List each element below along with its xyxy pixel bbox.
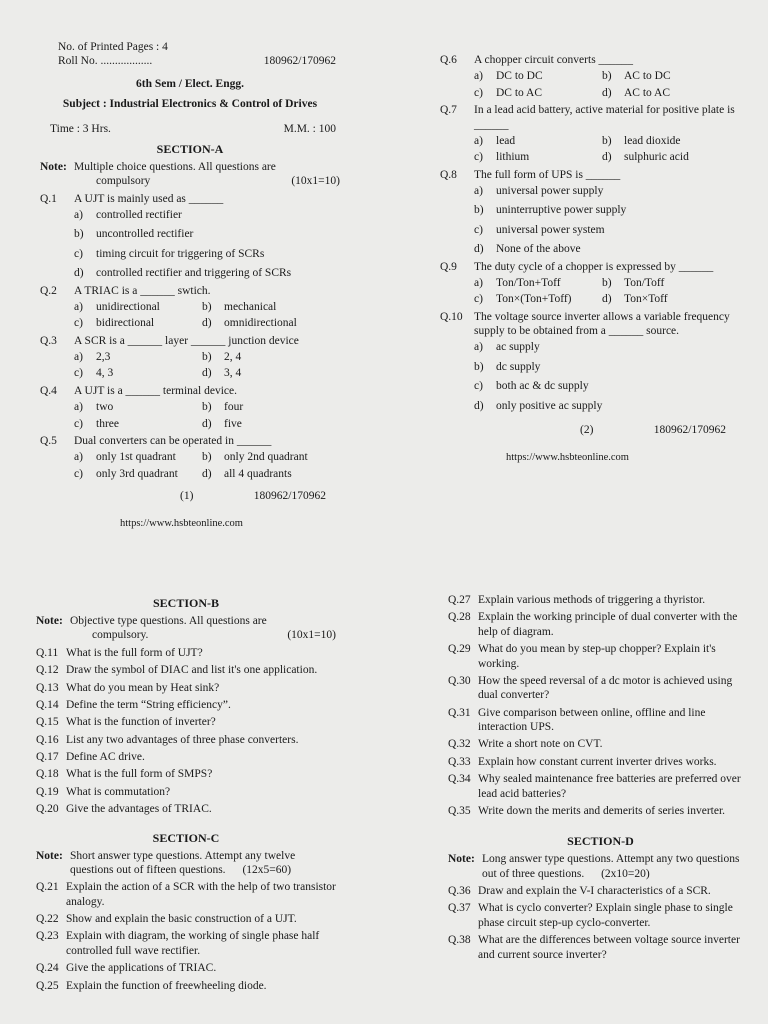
option: [74, 316, 202, 330]
option-text: bidirectional: [96, 317, 155, 330]
time: Time : 3 Hrs.: [50, 122, 111, 135]
question-number: Q.1: [40, 192, 57, 205]
option-letter: a): [74, 451, 83, 464]
option-text: mechanical: [224, 300, 277, 313]
section-d-questions: [448, 884, 753, 962]
paper-code-footer: 180962/170962: [653, 423, 726, 436]
option: [202, 350, 340, 364]
section-d-title: SECTION-D: [567, 834, 634, 849]
question: [440, 260, 740, 274]
option: [474, 134, 602, 148]
option: [202, 467, 340, 481]
question: [448, 804, 753, 818]
question-number: Q.24: [36, 962, 59, 975]
option: [474, 292, 602, 306]
section-c-questions-cont: [448, 593, 753, 818]
option-text: Ton/Ton+Toff: [496, 276, 561, 289]
question: [36, 681, 336, 695]
section-a-title: SECTION-A: [156, 141, 224, 156]
option-text: unidirectional: [96, 300, 160, 313]
option-text: only 3rd quadrant: [96, 467, 178, 480]
question: [440, 310, 740, 339]
option-text: 4, 3: [96, 367, 114, 380]
option-letter: c): [74, 317, 83, 330]
question: [36, 961, 336, 975]
section-c-questions: [36, 880, 336, 993]
option-letter: d): [602, 86, 612, 99]
question-number: Q.37: [448, 902, 471, 915]
option-letter: d): [474, 399, 484, 412]
question-text: Why sealed maintenance free batteries are preferred over lead acid batteries?: [478, 773, 741, 800]
question-number: Q.36: [448, 885, 471, 897]
question-number: Q.30: [448, 674, 471, 687]
question-text: In a lead acid battery, active material for positive plate is ______: [474, 104, 735, 131]
question-number: Q.19: [36, 785, 59, 798]
question: [440, 53, 740, 67]
page-number: (1): [180, 490, 194, 502]
question-number: Q.7: [440, 104, 457, 117]
option-letter: d): [474, 243, 484, 256]
option-letter: a): [74, 209, 83, 221]
question-text: Define AC drive.: [66, 751, 145, 763]
question: [448, 610, 753, 639]
section-a-questions: [40, 192, 340, 481]
question-text: Draw the symbol of DIAC and list it's one application.: [66, 664, 318, 677]
option-letter: c): [74, 467, 83, 480]
option-letter: c): [474, 380, 483, 393]
option: [74, 450, 202, 464]
question-text: What is commutation?: [66, 785, 171, 798]
question-number: Q.12: [36, 664, 59, 677]
option-text: only 1st quadrant: [96, 451, 176, 464]
note-a: Note: Multiple choice questions. All questions are compulsory (10x1=10): [40, 160, 340, 188]
option-letter: c): [474, 223, 483, 236]
paper-code-footer: 180962/170962: [253, 490, 326, 502]
option-letter: c): [74, 247, 83, 260]
option-text: DC to DC: [496, 70, 543, 83]
options: [474, 134, 740, 165]
question: [36, 715, 336, 729]
note-d: Note: Long answer type questions. Attempt any two questions out of three questions. (2x10=20): [448, 853, 740, 880]
question-number: Q.21: [36, 881, 59, 894]
question-number: Q.29: [448, 643, 471, 656]
question-number: Q.38: [448, 934, 471, 947]
options: [74, 400, 340, 431]
exam-page-4: [448, 590, 753, 962]
option-text: only positive ac supply: [496, 399, 603, 412]
option-text: both ac & dc supply: [496, 380, 589, 393]
option-letter: b): [602, 276, 612, 289]
option-letter: a): [474, 70, 483, 83]
question-text: Explain with diagram, the working of single phase half controlled full wave rectifier.: [66, 930, 320, 957]
section-b-title: SECTION-B: [152, 596, 220, 610]
question-number: Q.13: [36, 681, 59, 694]
question-number: Q.3: [40, 334, 57, 347]
option: [602, 69, 740, 83]
option: [602, 292, 740, 306]
option: [602, 150, 740, 164]
option-text: Ton×Toff: [624, 293, 668, 306]
question-number: Q.6: [440, 54, 457, 66]
option-letter: c): [474, 293, 483, 306]
question-text: List any two advantages of three phase converters.: [66, 733, 299, 746]
question: [448, 901, 753, 930]
section-a-questions-cont: [440, 53, 740, 413]
question: [40, 284, 340, 298]
question-text: A UJT is mainly used as ______: [74, 192, 224, 205]
option-text: two: [96, 401, 114, 414]
printed-pages: No. of Printed Pages : 4: [58, 41, 168, 53]
question: [440, 103, 740, 132]
question-text: What do you mean by step-up chopper? Explain it's working.: [478, 643, 716, 670]
question: [448, 772, 753, 801]
option-text: 2,3: [96, 351, 111, 363]
question-number: Q.23: [36, 930, 59, 943]
question-text: Explain the working principle of dual converter with the help of diagram.: [478, 611, 738, 638]
question-number: Q.16: [36, 733, 59, 746]
option-letter: d): [202, 417, 212, 430]
options: [474, 184, 740, 257]
option-letter: c): [474, 86, 483, 99]
question-number: Q.25: [36, 979, 59, 992]
question: [36, 880, 336, 909]
option-letter: c): [74, 367, 83, 380]
question: [448, 755, 753, 769]
exam-page-2: [440, 50, 740, 464]
question: [448, 642, 753, 671]
question-number: Q.31: [448, 706, 471, 719]
option: [474, 69, 602, 83]
question-number: Q.28: [448, 611, 471, 624]
question-text: What is cyclo converter? Explain single phase to single phase circuit step-up cyclo-converter.: [478, 902, 733, 929]
option: [74, 208, 340, 222]
options: [74, 208, 340, 281]
option: [202, 400, 340, 414]
question-text: Write down the merits and demerits of series inverter.: [478, 804, 726, 817]
option: [74, 300, 202, 314]
option: [74, 400, 202, 414]
question-text: Dual converters can be operated in ______: [74, 434, 272, 447]
question-text: The voltage source inverter allows a variable frequency supply to be obtained from a ______ source.: [474, 310, 730, 337]
option-text: uninterruptive power supply: [496, 204, 627, 217]
option-text: AC to DC: [624, 70, 671, 83]
question-text: The duty cycle of a chopper is expressed by ______: [474, 260, 714, 273]
question: [40, 434, 340, 448]
question: [448, 593, 753, 607]
question: [448, 706, 753, 735]
option-text: universal power system: [496, 223, 605, 236]
question: [448, 884, 753, 898]
option-letter: d): [202, 317, 212, 330]
question: [36, 767, 336, 781]
option-letter: a): [74, 401, 83, 414]
option-letter: b): [202, 451, 212, 464]
semester: 6th Sem / Elect. Engg.: [136, 77, 244, 90]
question-text: Give the applications of TRIAC.: [66, 962, 217, 975]
option: [474, 223, 740, 237]
option-text: lead: [496, 134, 516, 147]
question: [40, 384, 340, 398]
question: [448, 737, 753, 751]
question-text: What do you mean by Heat sink?: [66, 681, 220, 694]
option-text: controlled rectifier and triggering of SCRs: [96, 267, 292, 280]
question-number: Q.4: [40, 384, 57, 397]
option-text: Ton×(Ton+Toff): [496, 293, 572, 306]
question-text: Give the advantages of TRIAC.: [66, 803, 212, 816]
question-text: The full form of UPS is ______: [474, 168, 621, 181]
question: [36, 802, 336, 816]
question-number: Q.22: [36, 913, 59, 925]
question: [36, 750, 336, 764]
option-text: universal power supply: [496, 185, 604, 197]
question: [40, 192, 340, 206]
question-number: Q.20: [36, 803, 59, 816]
question-text: A SCR is a ______ layer ______ junction device: [74, 334, 299, 347]
question: [36, 663, 336, 677]
option-letter: d): [202, 367, 212, 380]
option: [474, 203, 740, 217]
question-text: Write a short note on CVT.: [478, 738, 603, 751]
options: [74, 350, 340, 381]
question-number: Q.9: [440, 260, 457, 273]
option-text: 2, 4: [224, 351, 242, 363]
question-number: Q.33: [448, 755, 471, 768]
question-number: Q.8: [440, 168, 457, 181]
option-text: controlled rectifier: [96, 209, 182, 221]
question-text: Give comparison between online, offline and line interaction UPS.: [478, 706, 706, 733]
option: [474, 242, 740, 256]
option: [474, 184, 740, 198]
question-number: Q.11: [36, 646, 59, 659]
option-letter: a): [474, 185, 483, 197]
options: [474, 69, 740, 100]
question-text: Explain the function of freewheeling diode.: [66, 979, 267, 992]
option: [74, 467, 202, 481]
option-text: all 4 quadrants: [224, 467, 292, 480]
options: [474, 276, 740, 307]
question-number: Q.15: [36, 716, 59, 729]
option: [202, 417, 340, 431]
question: [448, 933, 753, 962]
question-text: A UJT is a ______ terminal device.: [74, 384, 237, 397]
question-text: Explain various methods of triggering a thyristor.: [478, 594, 706, 606]
option-letter: d): [74, 267, 84, 280]
section-b-questions: [36, 646, 336, 817]
question: [36, 733, 336, 747]
option: [474, 399, 740, 413]
options: [74, 300, 340, 331]
option: [74, 227, 340, 241]
option-letter: b): [474, 204, 484, 217]
option-letter: b): [474, 360, 484, 373]
exam-page-1: [40, 40, 340, 531]
option-letter: b): [74, 228, 84, 241]
exam-page-3: [36, 590, 336, 993]
option-letter: b): [602, 134, 612, 147]
question-number: Q.27: [448, 594, 471, 606]
question-text: Draw and explain the V-I characteristics of a SCR.: [478, 885, 711, 897]
note-c: Note: Short answer type questions. Attempt any twelve questions out of fifteen questions. (12x5=60): [36, 849, 296, 876]
option-letter: b): [202, 351, 212, 363]
subject: Subject : Industrial Electronics & Control of Drives: [62, 98, 318, 111]
option-text: ac supply: [496, 341, 540, 354]
option-letter: a): [474, 341, 483, 354]
option-text: five: [224, 417, 242, 430]
question-number: Q.17: [36, 751, 59, 763]
question-text: What is the function of inverter?: [66, 716, 216, 729]
option: [474, 86, 602, 100]
option-letter: c): [74, 417, 83, 430]
question-text: Explain how constant current inverter drives works.: [478, 755, 717, 768]
option: [474, 379, 740, 393]
option-letter: b): [202, 401, 212, 414]
question-number: Q.35: [448, 804, 471, 817]
question-number: Q.10: [440, 310, 463, 323]
option-letter: a): [474, 276, 483, 289]
question-number: Q.32: [448, 738, 471, 751]
question: [440, 168, 740, 182]
question-number: Q.5: [40, 434, 57, 447]
question-number: Q.34: [448, 773, 471, 786]
option: [74, 266, 340, 280]
option: [202, 366, 340, 380]
question: [448, 674, 753, 703]
option: [74, 417, 202, 431]
option: [474, 276, 602, 290]
option-letter: d): [602, 293, 612, 306]
option-text: three: [96, 417, 119, 430]
option: [202, 450, 340, 464]
question-text: Show and explain the basic construction of a UJT.: [66, 913, 297, 925]
max-marks: M.M. : 100: [283, 122, 336, 135]
options: [74, 450, 340, 481]
question: [36, 912, 336, 926]
question: [40, 334, 340, 348]
option-text: AC to AC: [624, 86, 671, 99]
option-letter: a): [474, 134, 483, 147]
question-text: A TRIAC is a ______ swtich.: [74, 284, 211, 297]
option-text: lead dioxide: [624, 134, 681, 147]
website-url: https://www.hsbteonline.com: [120, 518, 243, 530]
question-number: Q.14: [36, 698, 59, 711]
question-text: What is the full form of UJT?: [66, 646, 203, 659]
option-text: uncontrolled rectifier: [96, 228, 194, 241]
option-text: sulphuric acid: [624, 151, 689, 164]
question-text: What is the full form of SMPS?: [66, 768, 213, 781]
option: [202, 316, 340, 330]
option-text: only 2nd quadrant: [224, 451, 308, 464]
option: [202, 300, 340, 314]
option-text: None of the above: [496, 243, 581, 256]
options: [474, 340, 740, 413]
option-text: DC to AC: [496, 86, 543, 99]
option-text: timing circuit for triggering of SCRs: [96, 247, 265, 260]
option: [602, 276, 740, 290]
question: [36, 785, 336, 799]
option-letter: b): [202, 300, 212, 313]
option: [474, 360, 740, 374]
option-letter: d): [602, 151, 612, 164]
option: [602, 86, 740, 100]
option-text: 3, 4: [224, 367, 242, 380]
option: [602, 134, 740, 148]
question: [36, 929, 336, 958]
roll-no: Roll No. ..................: [58, 55, 153, 68]
question: [36, 646, 336, 660]
option-letter: c): [474, 151, 483, 164]
option-text: lithium: [496, 151, 530, 164]
question-number: Q.2: [40, 284, 57, 297]
option-text: four: [224, 401, 244, 414]
question-text: Define the term “String efficiency”.: [66, 698, 231, 711]
question-text: What are the differences between voltage source inverter and current source inverter?: [478, 934, 740, 961]
option: [74, 366, 202, 380]
option-text: dc supply: [496, 360, 541, 373]
option: [474, 340, 740, 354]
note-b: Note: Objective type questions. All questions are compulsory. (10x1=10): [36, 615, 336, 642]
question-text: Explain the action of a SCR with the help of two transistor analogy.: [66, 881, 336, 908]
option-letter: a): [74, 300, 83, 313]
option-letter: b): [602, 70, 612, 83]
question-text: How the speed reversal of a dc motor is achieved using dual converter?: [478, 674, 733, 702]
question-number: Q.18: [36, 768, 59, 781]
option-letter: d): [202, 467, 212, 480]
website-url: https://www.hsbteonline.com: [506, 452, 629, 464]
option: [74, 247, 340, 261]
option-text: omnidirectional: [224, 317, 297, 330]
option-text: Ton/Toff: [624, 276, 665, 289]
question: [36, 979, 336, 993]
section-c-title: SECTION-C: [152, 830, 220, 845]
option: [74, 350, 202, 364]
question: [36, 698, 336, 712]
option: [474, 150, 602, 164]
question-text: A chopper circuit converts ______: [474, 54, 634, 66]
paper-code: 180962/170962: [263, 55, 336, 68]
option-letter: a): [74, 351, 83, 363]
page-number: (2): [580, 423, 594, 436]
